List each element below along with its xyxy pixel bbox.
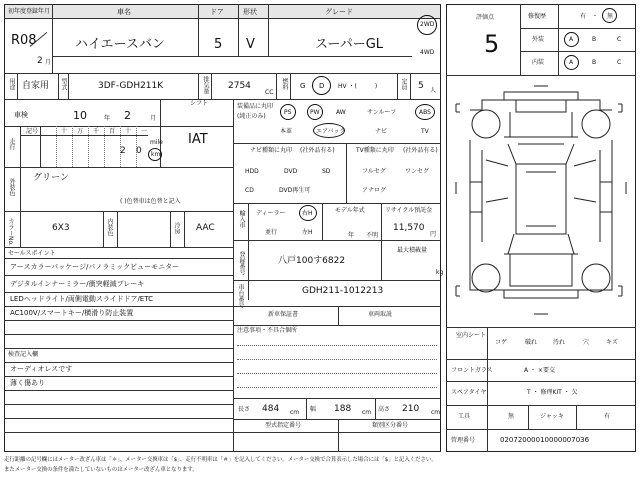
mileage-place-label: 十 xyxy=(61,128,68,135)
spare-tire-label: スペアタイヤ xyxy=(451,389,487,396)
model-year-unknown: 不明 xyxy=(366,232,379,239)
front-glass-value: A ・ ×要交 xyxy=(524,367,555,374)
inspection-label: 車検 xyxy=(14,111,28,119)
equip-aw: AW xyxy=(336,109,346,116)
inspection-month-unit: 月 xyxy=(150,115,157,122)
first-reg-month: 2 xyxy=(37,56,43,66)
mileage-column-divider xyxy=(88,126,89,167)
registration-label: 登録番号 xyxy=(238,251,245,275)
repair-yes: 有 xyxy=(580,13,587,20)
equipment-sub: (純正のみ) xyxy=(237,113,266,120)
model-year-label: モデル年式 xyxy=(335,207,365,214)
class-label: 類別区分番号 xyxy=(372,422,409,429)
repair-label: 修復歴 xyxy=(528,13,547,20)
equip-tv: TV xyxy=(421,128,429,135)
seat-ana: 穴 xyxy=(583,339,590,346)
max-load-label: 最大積載量 xyxy=(397,247,428,254)
front-glass-label: フロントガラス xyxy=(451,367,493,374)
exterior-a: A xyxy=(569,36,574,43)
right-handle: 右H xyxy=(302,210,313,217)
inspection-month: 2 xyxy=(124,109,131,122)
capacity-unit: 人 xyxy=(430,87,437,94)
fuel-d: D xyxy=(319,82,325,90)
footer-line-2: またメーター交換の条件を満たしていないものはメーター改ざん車となります。 xyxy=(4,467,198,473)
equip-airbag: エアバック xyxy=(316,128,346,135)
shift-label: シフト xyxy=(190,100,209,107)
inspector-line-1: オーディオレスです xyxy=(10,365,73,373)
car-name-value: ハイエースバン xyxy=(75,37,165,52)
first-reg-value: R08 xyxy=(11,33,37,48)
cc-unit: CC xyxy=(265,89,274,96)
navi-cd: CD xyxy=(245,187,254,194)
management-value: 02072000010000007036 xyxy=(500,436,590,444)
tools-value: 無 xyxy=(508,413,515,420)
car-damage-diagram xyxy=(446,82,636,322)
score-label: 評価点 xyxy=(476,14,495,21)
doors-value: 5 xyxy=(214,37,223,52)
inspection-year: 10 xyxy=(73,109,87,122)
shape-label: 形状 xyxy=(243,8,257,16)
mileage-column-divider xyxy=(72,126,73,167)
unit-km: km xyxy=(151,151,161,158)
width-unit: cm xyxy=(362,409,372,416)
seat-yabure: 破れ xyxy=(525,339,538,346)
note-line xyxy=(237,387,437,388)
use-value: 自家用 xyxy=(22,81,50,91)
left-handle: 左H xyxy=(302,229,313,236)
ac-value: AAC xyxy=(196,223,215,233)
exterior-c: C xyxy=(617,36,622,43)
drive-4wd: 4WD xyxy=(420,49,435,56)
length-label: 長さ xyxy=(238,406,251,413)
management-label: 管理番号 xyxy=(451,437,476,444)
seat-koge: コゲ xyxy=(495,339,508,346)
mileage-column-divider xyxy=(104,126,105,167)
height-unit: cm xyxy=(431,409,441,416)
length-unit: cm xyxy=(290,409,300,416)
use-label: 用途 xyxy=(8,78,15,90)
shift-value: IAT xyxy=(188,132,208,147)
repair-no: 無 xyxy=(607,13,614,20)
mileage-digit-1: 2 xyxy=(120,146,126,156)
sales-line-1: アースカラーパッケージ/パノラミックビューモニター xyxy=(10,263,180,271)
inspector-line-2: 薄く傷あり xyxy=(10,379,45,387)
first-reg-label: 初年度登録年月 xyxy=(8,8,51,15)
recycle-value: 11,570 xyxy=(393,223,425,233)
car-manual: 車両取説 xyxy=(368,311,393,318)
navi-hdd: HDD xyxy=(245,168,259,175)
max-load-unit: kg xyxy=(436,269,444,276)
drive-2wd: 2WD xyxy=(420,21,435,28)
exterior-note: ( )色替車は色替と記入 xyxy=(120,198,181,205)
jack-label: ジャッキ xyxy=(540,413,564,420)
doors-label: ドア xyxy=(210,8,224,16)
width-value: 188 xyxy=(334,404,352,414)
note-line xyxy=(237,345,437,346)
car-name-label: 車名 xyxy=(117,8,131,16)
navi-sd: SD xyxy=(322,168,331,175)
chassis-value: GDH211-1012213 xyxy=(302,286,384,296)
recycle-unit: 円 xyxy=(430,231,437,238)
model-cert-label: 型式指定番号 xyxy=(265,422,302,429)
registration-value: 八戸100す6822 xyxy=(278,256,346,266)
equip-pw: PW xyxy=(310,109,320,116)
equip-ps: PS xyxy=(284,109,292,116)
grade-value: スーパーGL xyxy=(315,37,384,52)
interior-color-label: 内装色 xyxy=(106,218,113,236)
tv-fullseg: フルセグ xyxy=(362,168,386,175)
navi-dvd-play: DVD再生可 xyxy=(279,187,311,194)
equip-navi: ナビ xyxy=(375,128,388,135)
length-value: 484 xyxy=(262,404,280,414)
height-label: 高さ xyxy=(378,406,391,413)
mileage-digit-2: 0 xyxy=(136,146,142,156)
displacement-label: 排気量 xyxy=(202,76,209,94)
tools-label: 工具 xyxy=(458,413,471,420)
month-unit: 月 xyxy=(45,59,52,66)
seat-yogore: 汚れ xyxy=(553,339,566,346)
import-parallel: 並行 xyxy=(265,229,278,236)
grade-label: グレード xyxy=(325,8,353,16)
interior-score-label: 内装 xyxy=(532,59,545,66)
fuel-hv: HV ・( ) xyxy=(338,83,378,90)
sales-line-3: LEDヘッドライト/両側電動スライドドア/ETC xyxy=(10,295,153,303)
height-value: 210 xyxy=(402,404,420,414)
exterior-score-label: 外装 xyxy=(532,36,545,43)
jack-value: 有 xyxy=(604,413,611,420)
color-no-value: 6X3 xyxy=(52,223,70,233)
recycle-label: リサイクル預託金 xyxy=(385,207,433,214)
fuel-label: 燃料 xyxy=(281,78,288,90)
navi-dvd: DVD xyxy=(284,168,298,175)
mileage-place-label: 一 xyxy=(141,128,148,135)
note-line xyxy=(237,359,437,360)
mileage-label: 走行 xyxy=(8,138,15,150)
mileage-place-label: 百 xyxy=(109,128,116,135)
interior-b: B xyxy=(592,59,597,66)
model-year-unit: 年 xyxy=(348,232,355,239)
model-value: 3DF-GDH211K xyxy=(98,81,164,91)
footer-line-1: 走行距離の記号欄にはメーター改ざん車は「＊」、メーター交換車は「$」、走行不明車は「＃」を記入してください。メーター交換で合算表示した場合には「$」と記入ください。 xyxy=(4,457,437,463)
shape-value: V xyxy=(246,37,255,52)
tv-sub: (社外品有る) xyxy=(403,147,438,154)
capacity-value: 5 xyxy=(418,81,424,91)
interior-a: A xyxy=(569,59,574,66)
mileage-place-label: 十 xyxy=(125,128,132,135)
color-no-label: カラーNo. xyxy=(7,218,14,246)
mileage-place-label: 万 xyxy=(77,128,84,135)
new-car-warranty: 新車保証書 xyxy=(268,311,299,318)
displacement-value: 2754 xyxy=(228,81,251,91)
seat-kizu: キズ xyxy=(606,339,618,346)
mileage-place-label: 千 xyxy=(93,128,100,135)
score-value: 5 xyxy=(484,30,500,58)
import-dealer: ディーラー xyxy=(256,210,286,217)
chassis-label: 車台番号 xyxy=(237,284,244,308)
capacity-label: 定員 xyxy=(400,78,407,90)
interior-c: C xyxy=(617,59,622,66)
mark-label: 記号 xyxy=(26,128,39,135)
ac-label: 冷房 xyxy=(173,222,180,234)
navi-sub: (社外品有る) xyxy=(300,147,335,154)
inspector-label: 検査記入欄 xyxy=(8,351,39,358)
interior-seat-label: 室内シート xyxy=(456,332,487,339)
inspection-year-unit: 年 xyxy=(104,115,111,122)
equipment-label: 装備品に丸印 xyxy=(237,103,274,110)
model-label: 型式 xyxy=(60,78,67,90)
spare-tire-value: T ・ 修理KIT ・ 欠 xyxy=(527,389,578,396)
exterior-color: グリーン xyxy=(33,173,69,183)
exterior-label: 外装色 xyxy=(8,178,15,196)
sales-line-4: AC100V/スマートキー/横滑り防止装置 xyxy=(10,309,134,317)
tv-oneseg: ワンセグ xyxy=(405,168,430,175)
width-label: 幅 xyxy=(310,406,317,413)
tv-analog: アナログ xyxy=(362,187,387,194)
equip-abs: ABS xyxy=(419,109,431,116)
equip-sunroof: サンルーフ xyxy=(367,109,397,116)
import-label: 輸入車 xyxy=(238,210,245,228)
exterior-b: B xyxy=(592,36,597,43)
sales-line-2: デジタルインナーミラー/衝突軽減ブレーキ xyxy=(10,280,145,288)
sales-points-label: セールスポイント xyxy=(8,250,56,257)
navi-label: ナビ種類に丸印 xyxy=(250,147,293,154)
notes-label: 注意事項・不具合個所 xyxy=(237,327,298,334)
mileage-column-divider xyxy=(56,126,57,167)
tv-label: TV種類に丸印 xyxy=(356,147,394,154)
equip-leather: 本革 xyxy=(280,128,293,135)
note-line xyxy=(237,373,437,374)
unit-mile: mile xyxy=(150,139,163,146)
fuel-g: G xyxy=(300,82,306,90)
auction-sheet: 初年度登録年月 車名 ドア 形状 グレード R08 2 月 ハイエースバン 5 V スーパーGL 2WD 4WD 用途 自家用 型式 3DF-GDH211K 排気量 2754 CC 燃料 G D HV ・( ) 定員 5 人 車検 10 年 2 月 シフト IAT 走行 記号 十 万 千 百 十 一 2 0 mile km 外装色 グリーン ( )色替車は色替と記入 カラーNo. 6X3 内装色 冷房 AAC セールスポイント アースカラーパッケージ/パノラミックビューモニター デジタルインナーミラー/衝突軽減ブレーキ LEDヘッドライト/両側電動スライドドア/ETC AC100V/スマートキー/横滑り防止装置 検査記入欄 オーディオレスです 薄く傷あり 装備品に丸印 (純正のみ) PS PW AW サンルーフ ABS 本革 エアバック ナビ TV ナビ種類に丸印 (社外品有る) HDD DVD SD CD DVD再生可 TV種類に丸印 (社外品有る) フルセグ ワンセグ アナログ 輸入車 ディーラー 右H 並行 左H モデル年式 年 不明 リサイクル預託金 11,570 円 登録番号 最大積載量 八戸100す6822 kg 車台番号 GDH211-1012213 新車保証書 車両取説 注意事項・不具合個所 長さ 484 cm 幅 188 cm 高さ 210 cm 型式指定番号 類別区分番号 評価点 5 修復歴 有 ・ 無 外装 A B C 内装 A B C 室内シート コゲ 破れ 汚れ 穴 キズ フロントガラス A ・ ×要交 スペアタイヤ T ・ 修理KIT ・ 欠 工具 無 ジャッキ 有 管理番号 02072000010000007036 走行距離の記号欄にはメーター改ざん車は「＊」、メーター交換車は「$」、走行不明車は「＃」を記入してください。メーター交換で合算表示した場合には「$」と記入ください。 またメーター交換の条件を満たしていないものはメーター改ざん車となります。 xyxy=(0,0,640,480)
